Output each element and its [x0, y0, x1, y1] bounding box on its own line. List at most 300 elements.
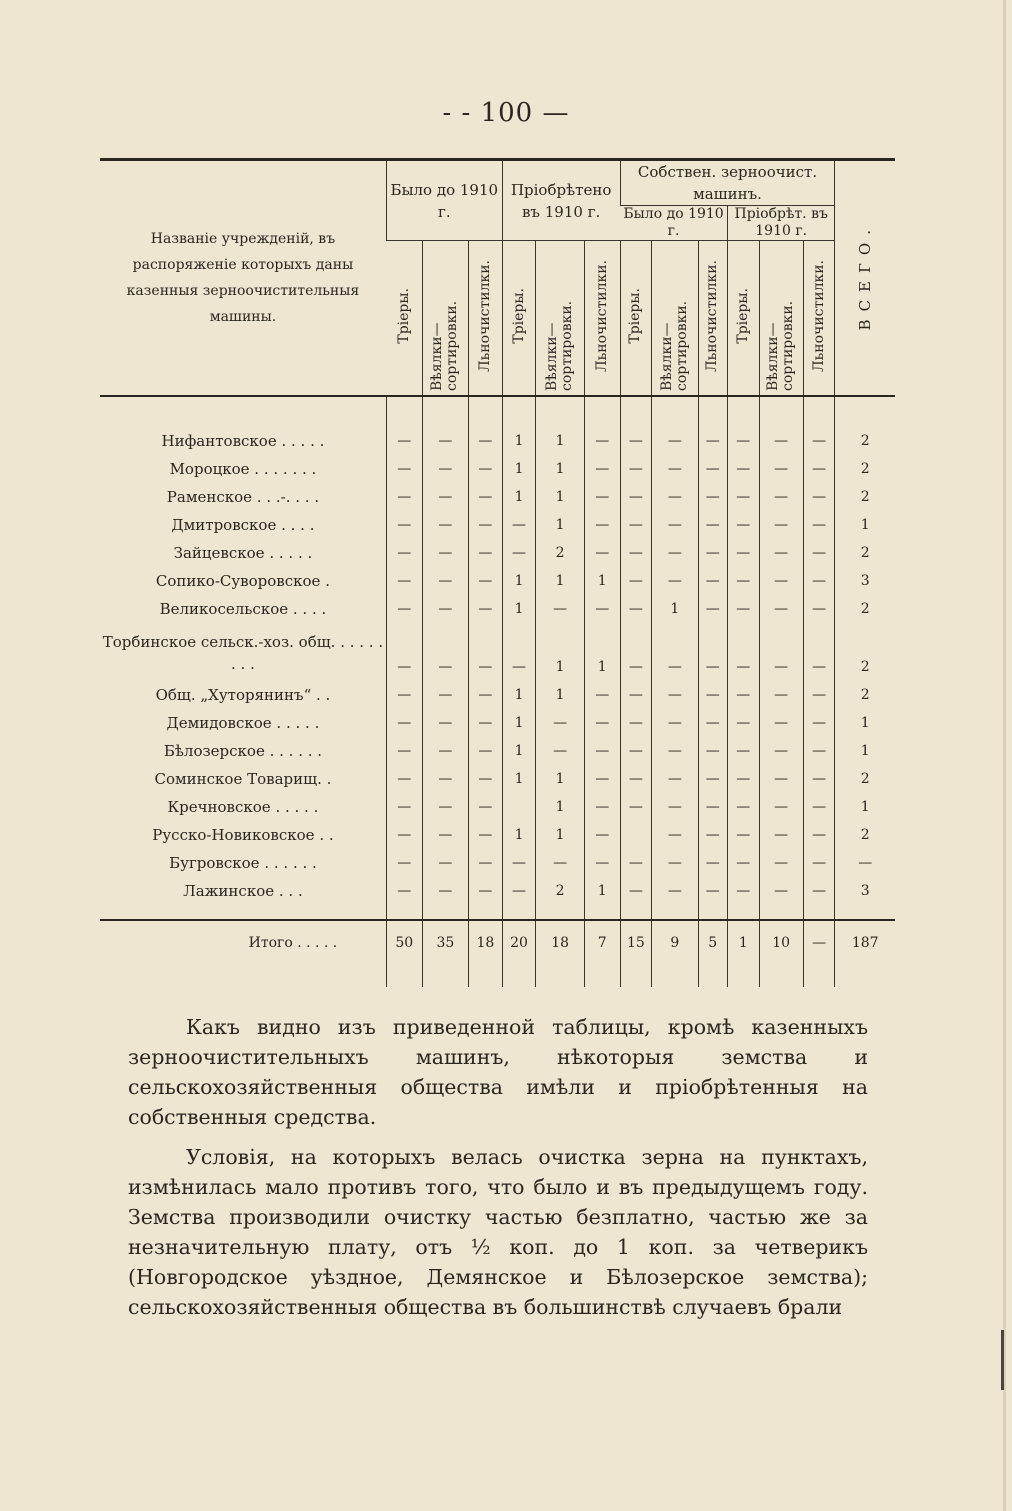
table-cell: —: [469, 511, 503, 539]
institution-name: Сопико-Суворовское .: [155, 572, 330, 590]
table-cell: —: [803, 793, 835, 821]
spacer-cell: [502, 905, 536, 920]
table-cell: —: [759, 539, 803, 567]
table-cell: —: [469, 877, 503, 905]
table-cell: 2: [536, 539, 584, 567]
table-cell: —: [652, 455, 698, 483]
table-cell: 2: [835, 427, 895, 455]
table-cell: —: [502, 623, 536, 681]
table-cell: —: [620, 765, 652, 793]
table-cell: —: [759, 709, 803, 737]
table-cell: —: [759, 511, 803, 539]
table-row: [100, 427, 895, 455]
table-cell: —: [584, 539, 620, 567]
statistics-table: [100, 158, 895, 970]
table-cell: 15: [620, 920, 652, 965]
spacer-cell: [727, 396, 759, 427]
table-cell: —: [620, 539, 652, 567]
table-cell: —: [698, 681, 727, 709]
col-total-label: ВСЕГО.: [855, 221, 874, 331]
spacer-cell: [469, 905, 503, 920]
table-cell: —: [698, 539, 727, 567]
table-cell: —: [422, 849, 468, 877]
table-cell: —: [584, 427, 620, 455]
col-header: Тріеры.: [502, 241, 536, 397]
table-cell: —: [620, 483, 652, 511]
table-cell: —: [759, 623, 803, 681]
table-cell: —: [652, 567, 698, 595]
spacer-cell: [759, 965, 803, 987]
table-cell: 1: [502, 709, 536, 737]
table-cell: —: [698, 427, 727, 455]
spacer-cell: [100, 965, 386, 987]
table-cell: —: [502, 877, 536, 905]
table-cell: —: [584, 483, 620, 511]
table-cell: —: [803, 821, 835, 849]
institution-name: Зайцевское . . . . .: [173, 544, 313, 562]
table-cell: —: [386, 681, 422, 709]
institution-name: Бугровское . . . . . .: [169, 854, 317, 872]
table-cell: —: [584, 455, 620, 483]
table-cell: —: [727, 737, 759, 765]
spacer-cell: [584, 965, 620, 987]
spacer-cell: [469, 965, 503, 987]
spacer-cell: [469, 396, 503, 427]
table-cell: 1: [502, 821, 536, 849]
table-cell: —: [536, 737, 584, 765]
table-cell: —: [698, 765, 727, 793]
page-edge: [1003, 0, 1006, 1511]
table-row: [100, 623, 895, 681]
spacer-cell: [100, 396, 386, 427]
table-cell: —: [727, 765, 759, 793]
table-cell: —: [652, 765, 698, 793]
table-cell: —: [759, 877, 803, 905]
table-cell: 20: [502, 920, 536, 965]
spacer-cell: [727, 965, 759, 987]
table-cell: —: [698, 595, 727, 623]
table-cell: —: [803, 595, 835, 623]
table-cell: 1: [652, 595, 698, 623]
table-cell: —: [803, 483, 835, 511]
table-cell: —: [422, 455, 468, 483]
table-cell: —: [620, 623, 652, 681]
table-cell: 50: [386, 920, 422, 965]
table-row: [100, 821, 895, 849]
table-cell: —: [652, 483, 698, 511]
table-cell: 1: [536, 455, 584, 483]
table-row: [100, 567, 895, 595]
table-cell: —: [803, 623, 835, 681]
spacer-cell: [698, 396, 727, 427]
table-cell: —: [469, 765, 503, 793]
table-cell: —: [727, 483, 759, 511]
table-cell: 3: [835, 567, 895, 595]
table-cell: 18: [536, 920, 584, 965]
table-cell: —: [759, 793, 803, 821]
table-cell: —: [584, 511, 620, 539]
col-header: Тріеры.: [386, 241, 422, 397]
spacer-cell: [536, 396, 584, 427]
body-text: [128, 1012, 868, 1332]
col-total-header: [835, 160, 895, 397]
table-cell: 1: [584, 623, 620, 681]
table-row: [100, 539, 895, 567]
institution-name: Дмитровское . . . .: [171, 516, 315, 534]
table-cell: —: [584, 681, 620, 709]
table-cell: —: [422, 567, 468, 595]
table-cell: —: [422, 681, 468, 709]
spacer-cell: [803, 905, 835, 920]
table-cell: —: [422, 483, 468, 511]
table-cell: —: [584, 737, 620, 765]
institution-name: Великосельское . . . .: [159, 600, 327, 618]
table-cell: —: [386, 793, 422, 821]
table-cell: 2: [835, 539, 895, 567]
table-row: [100, 849, 895, 877]
spacer-cell: [422, 965, 468, 987]
table-cell: —: [759, 849, 803, 877]
table-cell: —: [386, 539, 422, 567]
table-cell: —: [652, 709, 698, 737]
table-cell: —: [469, 737, 503, 765]
table-cell: —: [469, 427, 503, 455]
table-cell: —: [803, 455, 835, 483]
group-acquired-1910: Пріобрѣтено въ 1910 г.: [502, 160, 620, 241]
table-cell: —: [469, 849, 503, 877]
spacer-cell: [536, 965, 584, 987]
separator-row: [100, 905, 895, 920]
col-header: Вѣялки—сортировки.: [422, 241, 468, 397]
col-header: Вѣялки—сортировки.: [652, 241, 698, 397]
table-cell: 2: [835, 765, 895, 793]
machines-table: [100, 158, 895, 987]
table-cell: —: [584, 595, 620, 623]
table-cell: —: [620, 455, 652, 483]
table-cell: —: [803, 511, 835, 539]
table-cell: —: [422, 595, 468, 623]
table-cell: —: [386, 623, 422, 681]
table-cell: —: [386, 821, 422, 849]
table-cell: 1: [835, 737, 895, 765]
spacer-cell: [652, 905, 698, 920]
table-cell: —: [469, 455, 503, 483]
table-cell: —: [652, 737, 698, 765]
table-row: [100, 709, 895, 737]
spacer-cell: [502, 396, 536, 427]
table-cell: —: [469, 793, 503, 821]
table-row: [100, 877, 895, 905]
spacer-cell: [422, 905, 468, 920]
spacer-cell: [835, 905, 895, 920]
institution-name: Бѣлозерское . . . . . .: [163, 742, 323, 760]
total-label: Итого . . . . .: [248, 935, 338, 951]
table-cell: —: [584, 765, 620, 793]
institution-name: Демидовское . . . . .: [166, 714, 320, 732]
table-cell: 1: [584, 877, 620, 905]
table-cell: —: [698, 849, 727, 877]
table-cell: 1: [536, 483, 584, 511]
table-cell: 2: [835, 455, 895, 483]
table-cell: —: [620, 511, 652, 539]
institution-name: Мороцкое . . . . . . .: [169, 460, 317, 478]
table-cell: —: [803, 709, 835, 737]
spacer-cell: [835, 396, 895, 427]
table-cell: —: [386, 877, 422, 905]
table-cell: —: [727, 567, 759, 595]
table-row: [100, 793, 895, 821]
table-body: [100, 396, 895, 987]
table-cell: 187: [835, 920, 895, 965]
table-cell: —: [759, 595, 803, 623]
table-cell: —: [727, 877, 759, 905]
table-cell: 1: [536, 821, 584, 849]
table-row: [100, 511, 895, 539]
table-cell: —: [469, 821, 503, 849]
table-cell: 2: [835, 595, 895, 623]
spacer-cell: [386, 905, 422, 920]
table-cell: —: [422, 539, 468, 567]
table-cell: —: [469, 623, 503, 681]
table-cell: —: [727, 623, 759, 681]
table-cell: —: [469, 709, 503, 737]
table-cell: 1: [502, 483, 536, 511]
table-cell: —: [727, 595, 759, 623]
table-cell: —: [698, 483, 727, 511]
table-cell: —: [386, 455, 422, 483]
table-cell: 2: [835, 681, 895, 709]
institution-name: Раменское . . .-. . . .: [166, 488, 320, 506]
spacer-cell: [759, 396, 803, 427]
table-cell: —: [698, 709, 727, 737]
table-cell: —: [536, 595, 584, 623]
table-cell: —: [620, 737, 652, 765]
table-cell: —: [698, 793, 727, 821]
table-row: [100, 681, 895, 709]
table-cell: —: [422, 709, 468, 737]
table-cell: 1: [502, 455, 536, 483]
scan-edge-mark: [1001, 1330, 1004, 1390]
table-cell: —: [803, 539, 835, 567]
table-cell: [502, 793, 536, 821]
total-row: [100, 920, 895, 965]
name-column-header: Названіе учрежденій, въ распоряженіе которыхъ даны казенныя зерноочистительныя машины.: [100, 160, 386, 397]
spacer-cell: [386, 396, 422, 427]
table-cell: —: [584, 849, 620, 877]
spacer-cell: [727, 905, 759, 920]
col-header: Льночистилки.: [803, 241, 835, 397]
group-own-acquired: Пріобрѣт. въ 1910 г.: [727, 206, 834, 241]
table-cell: —: [584, 709, 620, 737]
table-cell: —: [469, 595, 503, 623]
table-cell: —: [698, 511, 727, 539]
table-cell: —: [422, 737, 468, 765]
spacer-cell: [584, 396, 620, 427]
table-cell: —: [422, 765, 468, 793]
table-cell: 1: [502, 765, 536, 793]
spacer-cell: [698, 965, 727, 987]
table-cell: —: [727, 455, 759, 483]
table-cell: —: [803, 849, 835, 877]
table-cell: —: [759, 821, 803, 849]
institution-name: Нифантовское . . . . .: [161, 432, 325, 450]
table-cell: —: [803, 737, 835, 765]
table-cell: —: [835, 849, 895, 877]
table-cell: 1: [536, 765, 584, 793]
table-cell: —: [652, 821, 698, 849]
table-cell: —: [698, 623, 727, 681]
table-cell: —: [469, 483, 503, 511]
spacer-cell: [620, 965, 652, 987]
col-header: Льночистилки.: [698, 241, 727, 397]
table-cell: —: [502, 849, 536, 877]
spacer-cell: [386, 965, 422, 987]
table-cell: —: [422, 511, 468, 539]
table-cell: 7: [584, 920, 620, 965]
spacer-cell: [100, 905, 386, 920]
table-row: [100, 737, 895, 765]
table-cell: —: [620, 595, 652, 623]
spacer-cell: [835, 965, 895, 987]
table-cell: —: [727, 821, 759, 849]
table-cell: —: [727, 427, 759, 455]
table-cell: 1: [536, 623, 584, 681]
table-cell: —: [803, 681, 835, 709]
spacer-cell: [698, 905, 727, 920]
table-cell: 1: [536, 427, 584, 455]
table-cell: —: [386, 567, 422, 595]
institution-name: Торбинское сельск.-хоз. общ. . . . . . . . .: [102, 633, 384, 673]
table-cell: —: [759, 483, 803, 511]
spacer-cell: [652, 965, 698, 987]
table-cell: 35: [422, 920, 468, 965]
table-cell: —: [652, 877, 698, 905]
table-cell: —: [584, 821, 620, 849]
table-cell: —: [803, 920, 835, 965]
table-cell: 1: [502, 681, 536, 709]
col-header: Тріеры.: [620, 241, 652, 397]
table-cell: —: [698, 877, 727, 905]
table-cell: 1: [727, 920, 759, 965]
table-cell: —: [422, 877, 468, 905]
col-header: Льночистилки.: [469, 241, 503, 397]
spacer-cell: [803, 965, 835, 987]
table-cell: —: [652, 427, 698, 455]
institution-name: Русско-Новиковское . .: [152, 826, 334, 844]
institution-name: Лажинское . . .: [183, 882, 303, 900]
tail-row: [100, 965, 895, 987]
table-cell: —: [652, 681, 698, 709]
table-cell: —: [386, 427, 422, 455]
table-cell: —: [620, 567, 652, 595]
table-cell: —: [803, 567, 835, 595]
table-row: [100, 595, 895, 623]
table-cell: —: [502, 511, 536, 539]
table-row: [100, 765, 895, 793]
table-cell: —: [422, 821, 468, 849]
spacer-cell: [803, 396, 835, 427]
table-cell: —: [803, 765, 835, 793]
group-own-before: Было до 1910 г.: [620, 206, 727, 241]
table-cell: —: [727, 681, 759, 709]
spacer-cell: [536, 905, 584, 920]
table-cell: —: [727, 849, 759, 877]
table-cell: —: [727, 511, 759, 539]
table-cell: —: [620, 427, 652, 455]
group-before-1910: Было до 1910 г.: [386, 160, 502, 241]
table-cell: —: [620, 709, 652, 737]
table-cell: 1: [536, 793, 584, 821]
table-cell: —: [652, 539, 698, 567]
table-cell: 1: [536, 511, 584, 539]
table-cell: 1: [502, 567, 536, 595]
spacer-cell: [502, 965, 536, 987]
table-cell: —: [386, 737, 422, 765]
table-cell: 5: [698, 920, 727, 965]
table-cell: 10: [759, 920, 803, 965]
table-cell: 1: [502, 737, 536, 765]
table-cell: —: [759, 765, 803, 793]
table-cell: —: [386, 511, 422, 539]
table-cell: —: [584, 793, 620, 821]
spacer-cell: [584, 905, 620, 920]
spacer-cell: [422, 396, 468, 427]
table-cell: —: [698, 737, 727, 765]
table-cell: —: [386, 849, 422, 877]
table-cell: —: [620, 877, 652, 905]
table-cell: 1: [835, 793, 895, 821]
institution-name: Кречновское . . . . .: [167, 798, 319, 816]
table-cell: 1: [536, 681, 584, 709]
table-cell: —: [759, 737, 803, 765]
table-cell: —: [727, 539, 759, 567]
table-cell: 2: [835, 483, 895, 511]
table-cell: —: [698, 455, 727, 483]
spacer-row: [100, 396, 895, 427]
table-cell: —: [652, 793, 698, 821]
table-cell: —: [469, 681, 503, 709]
table-cell: —: [620, 681, 652, 709]
group-own-machines: Собствен. зерноочист. машинъ.: [620, 160, 835, 206]
table-cell: —: [620, 849, 652, 877]
table-cell: —: [652, 511, 698, 539]
table-cell: 1: [835, 709, 895, 737]
table-cell: 1: [536, 567, 584, 595]
paragraph: Условія, на которыхъ велась очистка зерна на пунктахъ, измѣнилась мало противъ того, что было и въ предыдущемъ году. Земства производили очистку частью безплатно, частью же за незначительную плату, отъ ½ коп. до 1 коп. за четверикъ (Новгородское уѣздное, Демянское и Бѣлозерское земства); сельскохозяйственныя общества въ большинствѣ случаевъ брали: [128, 1145, 868, 1319]
spacer-cell: [759, 905, 803, 920]
table-cell: 18: [469, 920, 503, 965]
table-row: [100, 455, 895, 483]
table-cell: —: [652, 623, 698, 681]
table-cell: —: [759, 567, 803, 595]
institution-name: Общ. „Хуторянинъ“ . .: [155, 686, 331, 704]
table-cell: 2: [835, 623, 895, 681]
table-cell: —: [422, 623, 468, 681]
table-cell: 3: [835, 877, 895, 905]
table-cell: 1: [502, 595, 536, 623]
table-row: [100, 483, 895, 511]
table-cell: —: [422, 427, 468, 455]
table-cell: —: [727, 709, 759, 737]
table-cell: —: [698, 567, 727, 595]
table-cell: —: [803, 877, 835, 905]
paragraph: Какъ видно изъ приведенной таблицы, кромѣ казенныхъ зерноочистительныхъ машинъ, нѣкоторыя земства и сельскохозяйственныя общества имѣли и пріобрѣтенныя на собственныя средства.: [128, 1015, 868, 1129]
table-cell: —: [652, 849, 698, 877]
table-cell: 1: [835, 511, 895, 539]
table-cell: —: [386, 483, 422, 511]
table-cell: —: [502, 539, 536, 567]
table-cell: —: [759, 681, 803, 709]
